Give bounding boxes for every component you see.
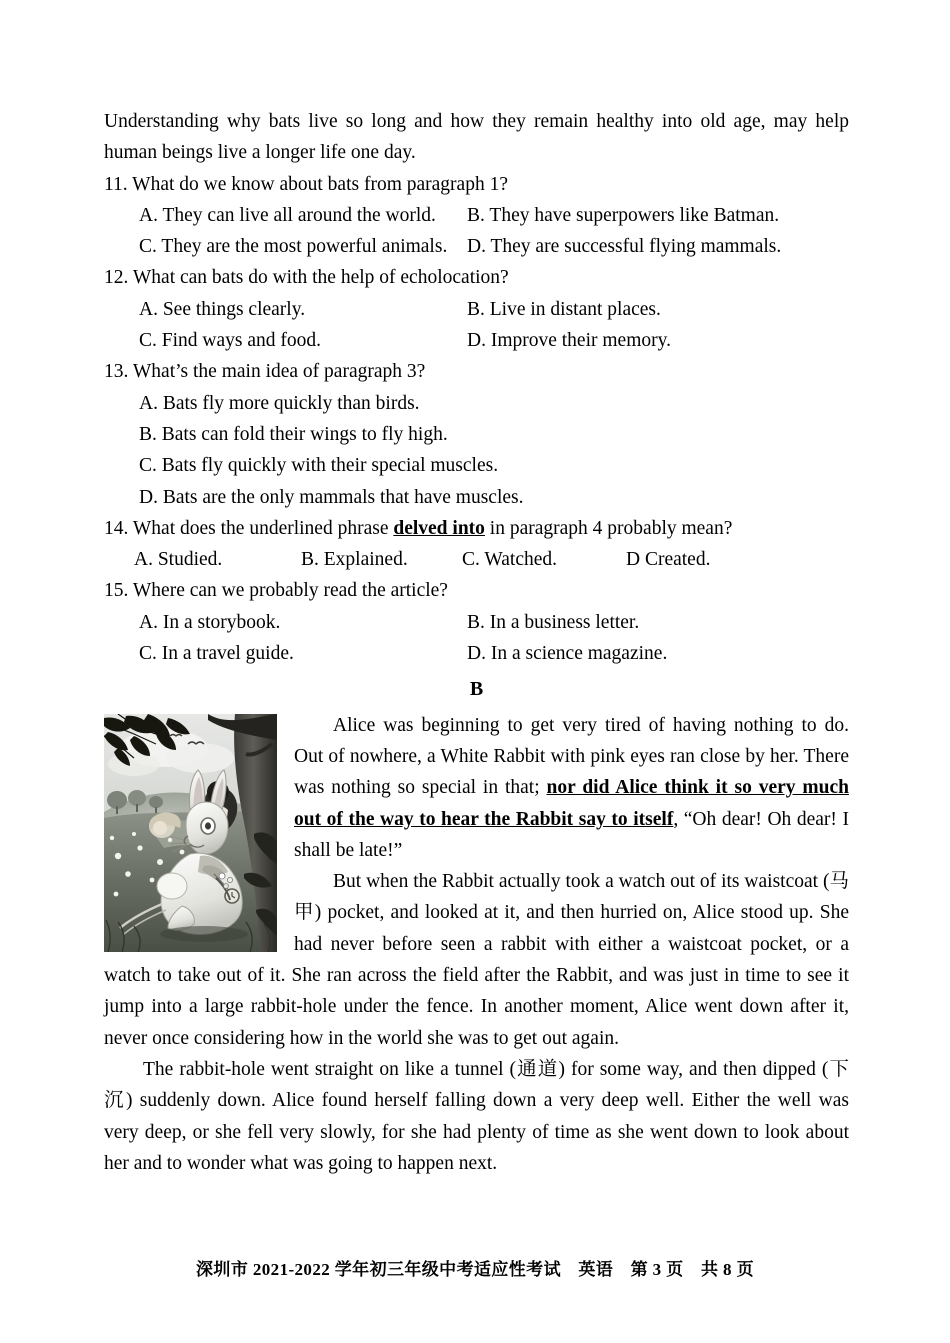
option-b[interactable]: B. They have superpowers like Batman. <box>467 204 780 226</box>
question-14-stem <box>104 513 849 544</box>
option-c[interactable]: C. Watched. <box>462 549 558 571</box>
option-c[interactable]: C. Find ways and food. <box>139 330 321 352</box>
option-b[interactable]: B. Live in distant places. <box>467 298 661 320</box>
section-b-label: B <box>469 678 484 701</box>
section-b-passage <box>104 710 849 1179</box>
passage-paragraph-3: The rabbit-hole went straight on like a tunnel (通道) for some way, and then dipped (下沉) suddenly down. Alice found herself falling down a very deep well. Either the well was very deep, or she fell very slowly, for she had plenty of time as she went down to look about her and to wonder what was going to happen next. <box>104 1058 849 1174</box>
question-13-options <box>104 388 849 513</box>
option-row <box>104 231 849 262</box>
page-footer: 深圳市 2021-2022 学年初三年级中考适应性考试 英语 第 3 页 共 8 页 <box>196 1260 754 1279</box>
option-row <box>104 544 849 575</box>
option-b[interactable]: B. Explained. <box>301 549 408 571</box>
option-c[interactable]: C. In a travel guide. <box>139 643 294 665</box>
question-12-stem: 12. What can bats do with the help of echolocation? <box>104 267 509 289</box>
question-15-stem: 15. Where can we probably read the article? <box>104 580 448 602</box>
question-11-stem: 11. What do we know about bats from paragraph 1? <box>104 173 508 195</box>
passage-p1-part-3: , “Oh dear! Oh dear! I shall be late!” <box>294 808 849 861</box>
option-row <box>104 419 849 450</box>
option-d[interactable]: D Created. <box>626 549 711 571</box>
question-14-stem-after: in paragraph 4 probably mean? <box>484 517 733 539</box>
option-row <box>104 482 849 513</box>
intro-paragraph: Understanding why bats live so long and how they remain healthy into old age, may help human beings live a longer life one day. <box>104 111 849 164</box>
option-row <box>104 294 849 325</box>
passage-paragraph-2: But when the Rabbit actually took a watch out of its waistcoat (马甲) pocket, and looked at it, and then hurried on, Alice stood up. She had never before seen a rabbit with either a waistcoat pocket, or a watch to take out of it. She ran across the field after the Rabbit, and was just in time to see it jump into a large rabbit-hole under the fence. In another moment, Alice went down after it, never once considering how in the world she was to get out again. <box>104 871 849 1049</box>
option-row <box>104 325 849 356</box>
option-a[interactable]: A. Studied. <box>134 549 223 571</box>
page-content <box>104 106 849 1179</box>
option-d[interactable]: D. In a science magazine. <box>467 643 668 665</box>
option-c[interactable]: C. They are the most powerful animals. <box>139 236 448 258</box>
question-14-options <box>104 544 849 575</box>
option-row <box>104 450 849 481</box>
question-14-underlined-phrase: delved into <box>393 517 485 539</box>
passage-p1-highlight: nor did Alice think it so very much out of the way to hear the Rabbit say to itself <box>294 777 849 830</box>
question-14-stem-before: 14. What does the underlined phrase <box>104 517 394 539</box>
option-a[interactable]: A. They can live all around the world. <box>139 204 436 226</box>
option-a[interactable]: A. See things clearly. <box>139 298 306 320</box>
alice-white-rabbit-illustration <box>104 714 277 952</box>
option-row <box>104 388 849 419</box>
question-11-options <box>104 200 849 263</box>
option-a[interactable]: A. Bats fly more quickly than birds. <box>139 392 420 414</box>
option-row <box>104 200 849 231</box>
option-b[interactable]: B. In a business letter. <box>467 611 640 633</box>
passage-p1-part-1: Alice was beginning to get very tired of having nothing to do. Out of nowhere, a White Rabbit with pink eyes ran close by her. There was nothing so special in that; <box>294 714 849 799</box>
option-d[interactable]: D. Bats are the only mammals that have muscles. <box>139 486 524 508</box>
option-c[interactable]: C. Bats fly quickly with their special muscles. <box>139 455 499 477</box>
option-d[interactable]: D. Improve their memory. <box>467 330 671 352</box>
question-13-stem: 13. What’s the main idea of paragraph 3? <box>104 361 426 383</box>
option-row <box>104 607 849 638</box>
question-15-options <box>104 607 849 670</box>
question-12-options <box>104 294 849 357</box>
option-row <box>104 638 849 669</box>
option-d[interactable]: D. They are successful flying mammals. <box>467 236 782 258</box>
option-a[interactable]: A. In a storybook. <box>139 611 281 633</box>
option-b[interactable]: B. Bats can fold their wings to fly high. <box>139 423 448 445</box>
